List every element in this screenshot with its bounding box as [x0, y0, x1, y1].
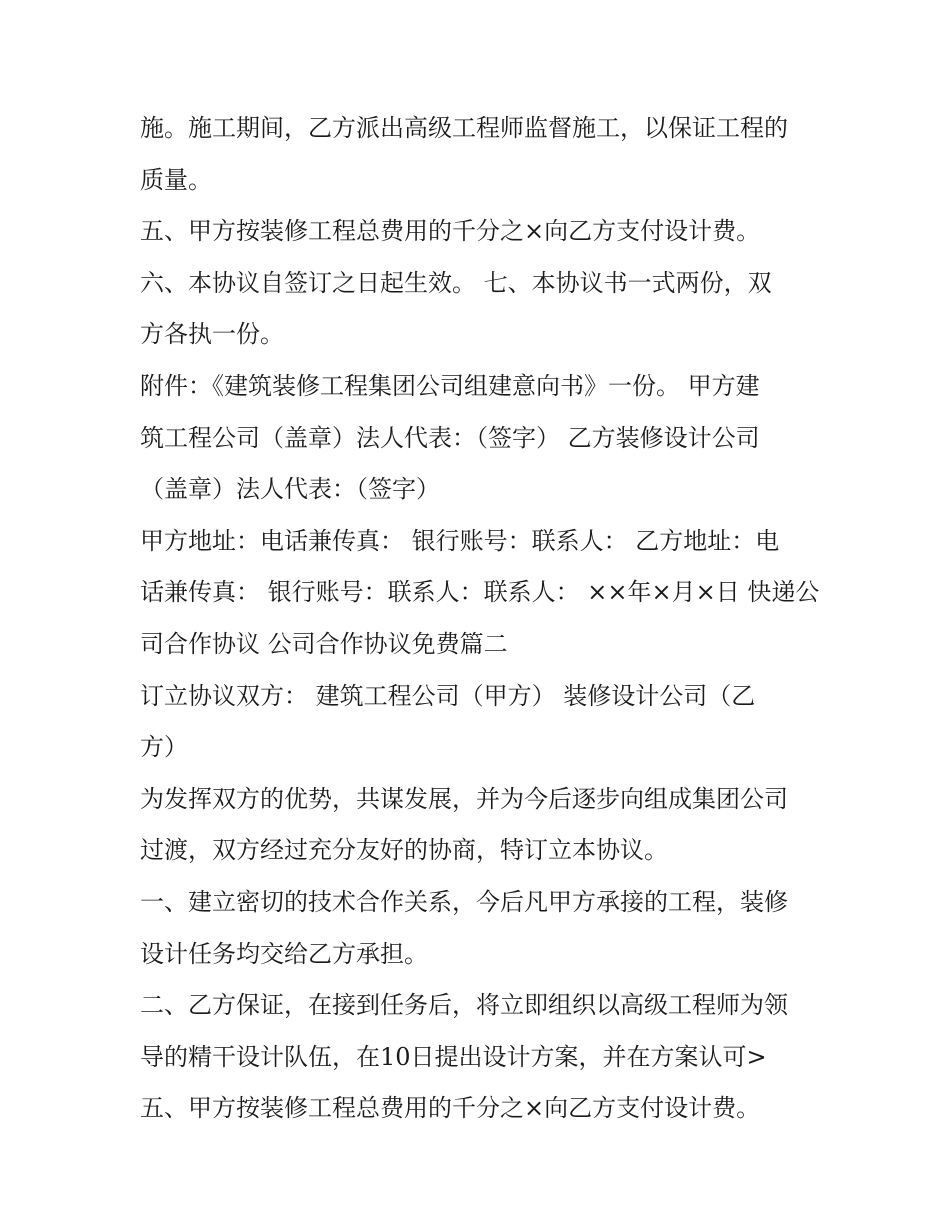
text-line-13: 方）: [140, 733, 188, 762]
text-line-7: 筑工程公司（盖章）法人代表：（签字） 乙方装修设计公司: [140, 423, 760, 452]
text-line-18: 二、乙方保证，在接到任务后，将立即组织以高级工程师为领: [140, 991, 788, 1020]
text-line-19: 导的精干设计队伍，在10日提出设计方案，并在方案认可>: [140, 1042, 767, 1071]
text-line-16: 一、建立密切的技术合作关系，今后凡甲方承接的工程，装修: [140, 887, 788, 916]
text-line-6: 附件：《建筑装修工程集团公司组建意向书》一份。 甲方建: [140, 371, 760, 400]
text-line-8: （盖章）法人代表：（签字）: [140, 475, 440, 504]
text-line-4: 六、本协议自签订之日起生效。 七、本协议书一式两份，双: [140, 268, 772, 297]
text-line-1: 施。施工期间，乙方派出高级工程师监督施工，以保证工程的: [140, 114, 788, 142]
text-line-14: 为发挥双方的优势，共谋发展，并为今后逐步向组成集团公司: [140, 784, 788, 813]
text-line-10: 话兼传真： 银行账号：联系人：联系人： ××年×月×日 快递公: [140, 578, 820, 607]
text-line-11: 司合作协议 公司合作协议免费篇二: [140, 629, 508, 658]
text-line-9: 甲方地址：电话兼传真： 银行账号：联系人： 乙方地址：电: [140, 526, 780, 555]
text-line-17: 设计任务均交给乙方承担。: [140, 939, 428, 968]
text-line-12: 订立协议双方： 建筑工程公司（甲方） 装修设计公司（乙: [140, 681, 756, 710]
text-line-15: 过渡，双方经过充分友好的协商，特订立本协议。: [140, 836, 668, 865]
text-line-3: 五、甲方按装修工程总费用的千分之×向乙方支付设计费。: [140, 217, 761, 246]
text-line-5: 方各执一份。: [140, 320, 284, 349]
text-line-2: 质量。: [140, 165, 212, 194]
document-body: [140, 103, 820, 1135]
text-line-20: 五、甲方按装修工程总费用的千分之×向乙方支付设计费。: [140, 1094, 761, 1123]
